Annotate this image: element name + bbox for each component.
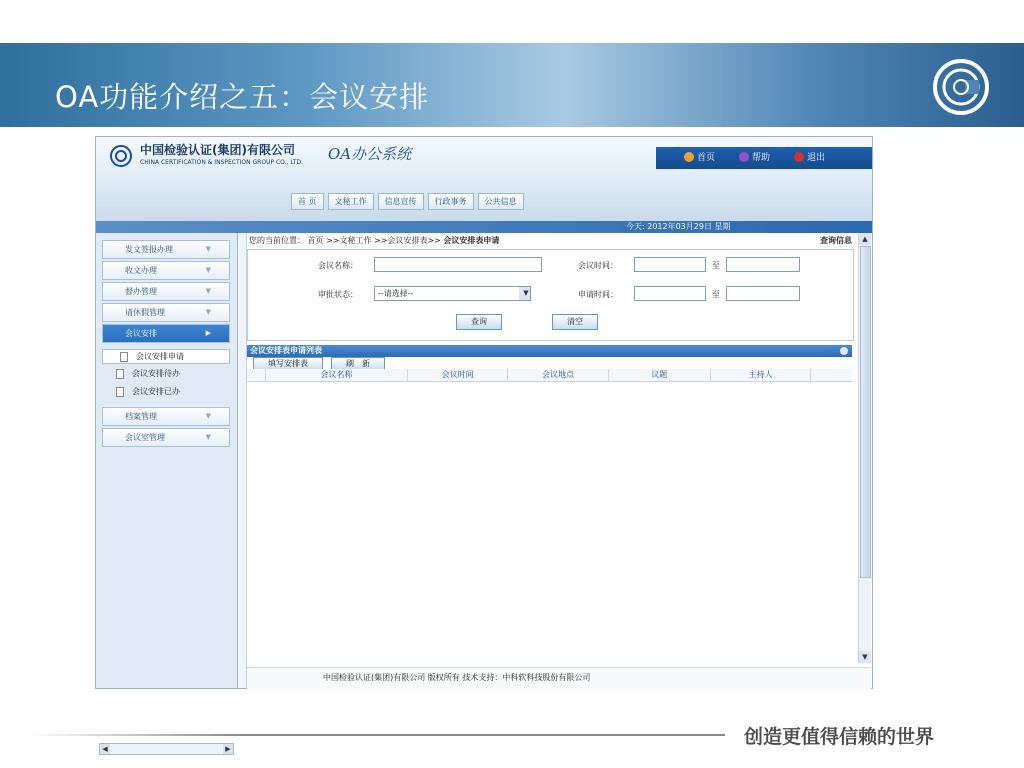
- subitem-meeting-apply[interactable]: [102, 349, 230, 364]
- sidebar-item-meeting-room[interactable]: [102, 428, 230, 447]
- collapse-icon[interactable]: [840, 347, 848, 355]
- exit-link[interactable]: [794, 150, 825, 163]
- chevron-down-icon: ▼: [205, 266, 211, 274]
- help-link[interactable]: [739, 150, 770, 163]
- query-info-label: 查询信息: [820, 236, 852, 245]
- chevron-down-icon: ▼: [205, 287, 211, 295]
- apply-time-label: 申请时间：: [578, 290, 618, 299]
- tab-home[interactable]: 首 页: [291, 193, 324, 210]
- sidebar-item-label: 会议室管理: [125, 433, 165, 442]
- chevron-down-icon: ▼: [519, 287, 530, 300]
- table-header-check: [247, 369, 266, 381]
- subitem-meeting-done[interactable]: [116, 385, 180, 399]
- status-select-value: --请选择--: [378, 289, 414, 298]
- tab-admin[interactable]: 行政事务: [428, 193, 474, 210]
- tab-publicity[interactable]: 信息宣传: [378, 193, 424, 210]
- system-title: OA办公系统: [328, 145, 412, 163]
- sidebar: [96, 233, 238, 753]
- refresh-button[interactable]: 刷 新: [331, 357, 385, 371]
- company-name: 中国检验认证(集团)有限公司: [140, 143, 295, 157]
- subitem-meeting-todo[interactable]: [116, 367, 180, 381]
- breadcrumb-path: 您的当前位置： 首页 >>文秘工作 >>会议安排表>>: [249, 236, 444, 245]
- bottom-divider: [30, 734, 725, 736]
- document-icon: [120, 352, 128, 362]
- subitem-label: 会议安排待办: [132, 369, 180, 378]
- status-select[interactable]: [374, 286, 531, 301]
- scroll-left-icon[interactable]: ◀: [100, 744, 110, 754]
- subitem-label: 会议安排已办: [132, 387, 180, 396]
- sidebar-hscrollbar[interactable]: [99, 743, 234, 755]
- home-icon: [684, 152, 694, 162]
- sidebar-item-meeting[interactable]: [102, 324, 230, 343]
- column-topic[interactable]: 议题: [609, 369, 711, 381]
- fill-schedule-button[interactable]: 填写安排表: [253, 357, 323, 371]
- exit-icon: [794, 152, 804, 162]
- exit-link-label: 退出: [807, 153, 826, 163]
- tab-secretary[interactable]: 文秘工作: [328, 193, 374, 210]
- ccic-logo-icon: [932, 58, 990, 116]
- date-text: 今天: 2012年03月29日 星期: [626, 222, 731, 231]
- column-meeting-place[interactable]: 会议地点: [508, 369, 608, 381]
- help-icon: [739, 152, 749, 162]
- chevron-down-icon: ▼: [205, 308, 211, 316]
- apply-time-start-input[interactable]: [634, 286, 706, 301]
- scroll-thumb[interactable]: [860, 246, 871, 578]
- chevron-down-icon: ▼: [205, 433, 211, 441]
- subitem-label: 会议安排申请: [136, 352, 184, 361]
- chevron-down-icon: ▼: [205, 245, 211, 253]
- sidebar-item-archive[interactable]: [102, 407, 230, 426]
- sidebar-item-label: 发文签报办理: [125, 245, 173, 254]
- main-vscrollbar[interactable]: [858, 233, 871, 663]
- scroll-right-icon[interactable]: ▶: [223, 744, 233, 754]
- slide-title: OA功能介绍之五：会议安排: [55, 80, 430, 114]
- document-icon: [116, 387, 124, 397]
- to-label: 至: [712, 261, 720, 270]
- chevron-right-icon: ▶: [205, 329, 211, 337]
- sidebar-item-incoming[interactable]: [102, 261, 230, 280]
- top-links: [684, 150, 849, 163]
- sidebar-item-leave[interactable]: [102, 303, 230, 322]
- column-host[interactable]: 主持人: [711, 369, 811, 381]
- meeting-name-label: 会议名称：: [318, 261, 358, 270]
- column-meeting-name[interactable]: 会议名称: [266, 369, 408, 381]
- home-link-label: 首页: [697, 153, 716, 163]
- clear-button[interactable]: 清空: [552, 314, 598, 330]
- meeting-name-input[interactable]: [374, 257, 542, 272]
- app-footer: [247, 667, 871, 689]
- chevron-down-icon: ▼: [205, 412, 211, 420]
- sidebar-item-label: 会议安排: [125, 329, 157, 338]
- query-button[interactable]: 查询: [456, 314, 502, 330]
- sidebar-item-label: 督办管理: [125, 287, 157, 296]
- breadcrumb: [249, 235, 499, 246]
- main-nav: [291, 193, 524, 210]
- to-label: 至: [712, 290, 720, 299]
- sidebar-item-label: 收文办理: [125, 266, 157, 275]
- breadcrumb-current: 会议安排表申请: [443, 236, 500, 245]
- home-link[interactable]: [684, 150, 715, 163]
- query-info-toggle[interactable]: [820, 235, 852, 246]
- meeting-time-end-input[interactable]: [726, 257, 800, 272]
- sidebar-item-outgoing[interactable]: [102, 240, 230, 259]
- sidebar-item-label: 档案管理: [125, 412, 157, 421]
- status-label: 审批状态：: [318, 290, 358, 299]
- company-logo-icon: [110, 145, 132, 167]
- sidebar-splitter[interactable]: [238, 233, 247, 688]
- tab-public-info[interactable]: 公共信息: [478, 193, 524, 210]
- company-name-en: CHINA CERTIFICATION & INSPECTION GROUP CO., LTD.: [140, 159, 304, 166]
- column-meeting-time[interactable]: 会议时间: [408, 369, 508, 381]
- date-bar: [96, 221, 872, 233]
- sidebar-item-supervise[interactable]: [102, 282, 230, 301]
- sidebar-item-label: 请休假管理: [125, 308, 165, 317]
- table-header-filler: [811, 369, 852, 381]
- scroll-down-icon[interactable]: ▼: [859, 651, 871, 663]
- help-link-label: 帮助: [752, 153, 771, 163]
- document-icon: [116, 369, 124, 379]
- meeting-time-start-input[interactable]: [634, 257, 706, 272]
- meeting-time-label: 会议时间：: [578, 261, 618, 270]
- scroll-up-icon[interactable]: ▲: [859, 233, 871, 245]
- list-title: 会议安排表申请列表: [250, 346, 322, 355]
- footer-text: 中国检验认证(集团)有限公司 版权所有 技术支持：中科软科技股份有限公司: [323, 673, 591, 682]
- app-header: [96, 137, 872, 221]
- query-form: [247, 249, 854, 341]
- apply-time-end-input[interactable]: [726, 286, 800, 301]
- main-content: [247, 233, 858, 663]
- table-header: [247, 369, 852, 382]
- list-header: [247, 345, 852, 357]
- slide-slogan: 创造更值得信赖的世界: [744, 726, 935, 748]
